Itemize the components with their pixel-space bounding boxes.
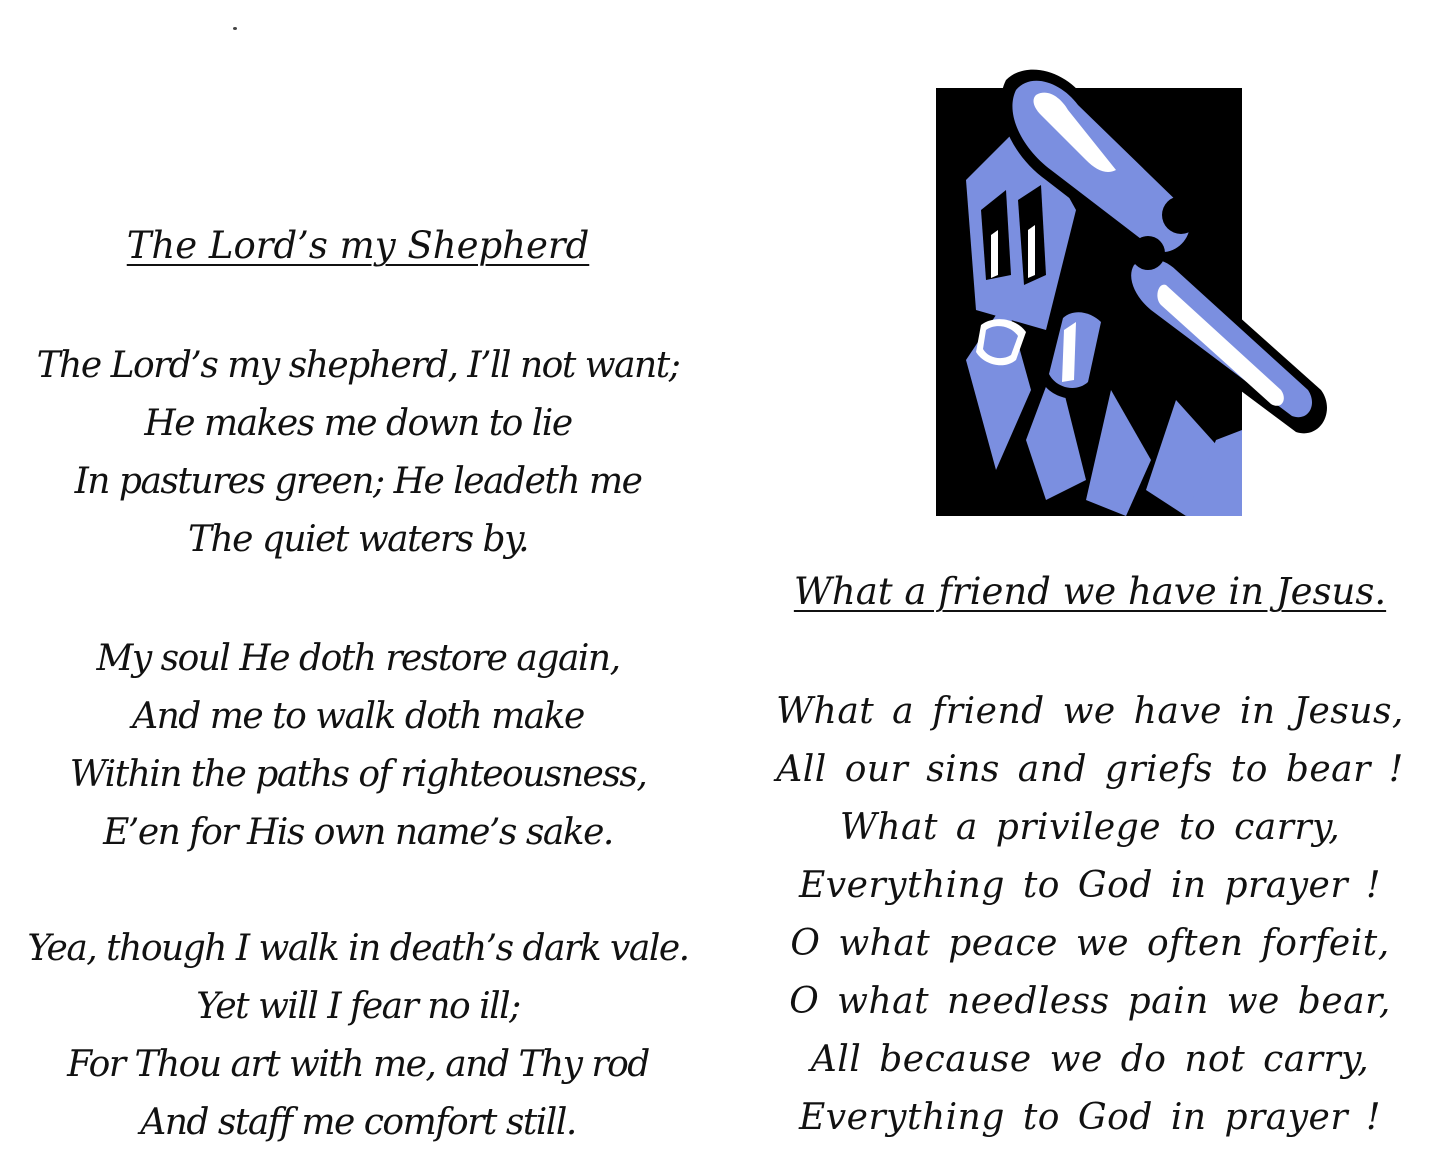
verse-line: Yet will I fear no ill;	[196, 986, 520, 1027]
verse-line: Everything to God in prayer !	[799, 1097, 1381, 1138]
speck-mark	[233, 27, 237, 30]
verse-line: And staff me comfort still.	[140, 1102, 576, 1143]
verse-line: O what needless pain we bear,	[789, 981, 1391, 1022]
airplane-clipart-icon	[936, 60, 1336, 520]
stanza-2	[0, 630, 716, 862]
verse-line: The Lord’s my shepherd, I’ll not want;	[36, 345, 680, 386]
stanza-1	[0, 337, 716, 569]
hymn-title: What a friend we have in Jesus.	[793, 570, 1387, 613]
verse-line: Everything to God in prayer !	[799, 865, 1381, 906]
verse-line: My soul He doth restore again,	[96, 638, 620, 679]
verse-line: Within the paths of righteousness,	[69, 754, 647, 795]
verse-line: Yea, though I walk in death’s dark vale.	[27, 928, 689, 969]
stanza-1	[770, 683, 1410, 1147]
verse-line: In pastures green; He leadeth me	[74, 461, 642, 502]
verse-line: He makes me down to lie	[144, 403, 572, 444]
verse-line: What a friend we have in Jesus,	[776, 691, 1404, 732]
verse-line: O what peace we often forfeit,	[790, 923, 1390, 964]
stanza-3	[0, 920, 716, 1152]
verse-line: The quiet waters by.	[187, 519, 529, 560]
verse-line: What a privilege to carry,	[839, 807, 1341, 848]
verse-line: All our sins and griefs to bear !	[776, 749, 1404, 790]
verse-line: All because we do not carry,	[810, 1039, 1370, 1080]
verse-line: For Thou art with me, and Thy rod	[67, 1044, 649, 1085]
verse-line: E’en for His own name’s sake.	[103, 812, 613, 853]
verse-line: And me to walk doth make	[132, 696, 584, 737]
hymn-title: The Lord’s my Shepherd	[126, 224, 590, 267]
